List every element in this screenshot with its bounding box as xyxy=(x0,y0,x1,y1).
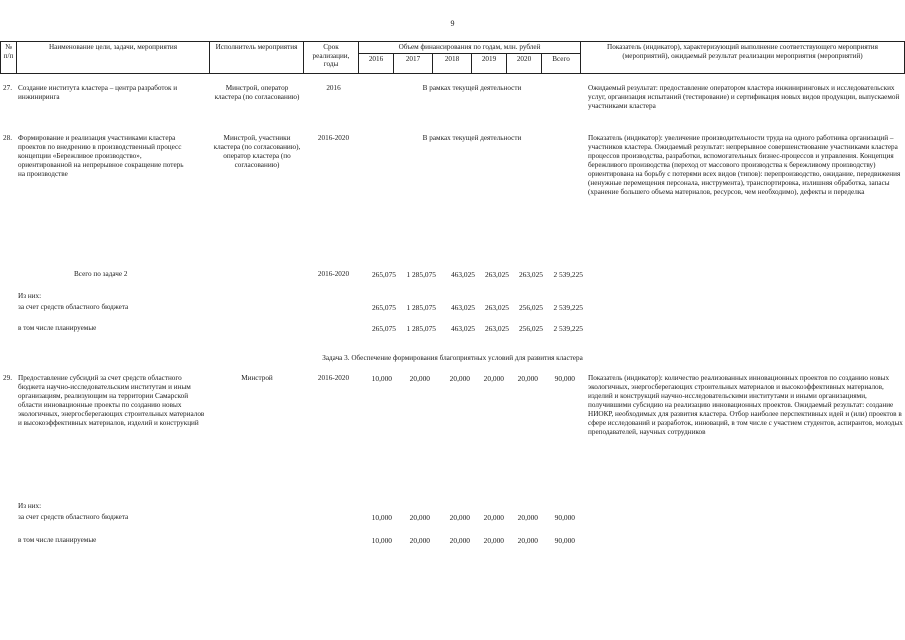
total2-value: 263,025 xyxy=(518,270,543,279)
header-year: 2019 xyxy=(472,54,507,74)
regional-budget-label: за счет средств областного бюджета xyxy=(18,303,129,311)
row28-name: Формирование и реализация участниками кластера проектов по внедрению в производственный процесс концепции «Бережливое производство», ориентированной на непрерывное сокращение потерь на производстве xyxy=(18,134,184,178)
regional-value: 263,025 xyxy=(484,303,509,312)
regional-value: 256,025 xyxy=(518,303,543,312)
row29-term: 2016-2020 xyxy=(317,374,350,382)
planned-value: 256,025 xyxy=(518,324,543,333)
row28-executor: Минстрой, участники кластера (по согласованию), оператор кластера (по согласованию) xyxy=(213,134,301,169)
page-number: 9 xyxy=(450,19,455,28)
row29-value: 20,000 xyxy=(517,374,538,383)
row29-indicator: Показатель (индикатор): количество реализованных инновационных проектов по созданию новых экологичных, энергосберегающих строительных материалов и высокоэффективных материалов, изделий и конструкций научно-исследовательскими институтами и иными организациями, получившими субсидию на реализацию инновационных проектов. Ожидаемый результат: создание НИОКР, необходимых для развития кластера. Отбор наиболее перспективных идей и (или) проектов в сфере исследований и разработок, инноваций, в том числе с участием студентов, аспирантов, молодых преподавателей, научных сотрудников xyxy=(588,374,903,436)
row28-finance-note: В рамках текущей деятельности xyxy=(422,134,522,142)
row29-num: 29. xyxy=(3,374,12,382)
header-finance: Объем финансирования по годам, млн. рублей xyxy=(359,42,581,54)
row27-indicator: Ожидаемый результат: предоставление оператором кластера инжиниринговых и исследовательских услуг, организация испытаний (тестирование) и сертификация новых видов продукции, выпускаемой участниками кластера xyxy=(588,84,900,110)
regional-value: 20,000 xyxy=(409,513,430,522)
row27-num: 27. xyxy=(3,84,12,92)
row27-executor: Минстрой, оператор кластера (по согласованию) xyxy=(214,84,300,101)
regional-value: 20,000 xyxy=(483,513,504,522)
regional-value: 1 285,075 xyxy=(406,303,436,312)
of-them-label: Из них: xyxy=(18,502,42,510)
row29-value: 20,000 xyxy=(409,374,430,383)
row27-finance-note: В рамках текущей деятельности xyxy=(422,84,522,92)
planned-value: 263,025 xyxy=(484,324,509,333)
planned-value: 10,000 xyxy=(371,536,392,545)
regional-value: 20,000 xyxy=(449,513,470,522)
row29-value: 10,000 xyxy=(371,374,392,383)
row28-indicator: Показатель (индикатор): увеличение производительности труда на одного работника организаций – участников кластера. Ожидаемый результат: непрерывное совершенствование участниками кластера процессов производства, разработки, вспомогательных бизнес-процессов и управления. Концепция бережливого производства (переход от массового производства к бережливому производству) ориентирована на борьбу с потерями всех видов (типов): перепроизводство, ожидание, передвижения (ненужные перемещения персонала, инструмента), транспортировка, излишняя обработка, запасы (хранение большего объема материалов, ресурсов, чем необходимо), дефекты и переделка xyxy=(588,134,901,196)
regional-value: 10,000 xyxy=(371,513,392,522)
planned-value: 20,000 xyxy=(409,536,430,545)
row28-term: 2016-2020 xyxy=(317,134,350,142)
task3-title: Задача 3. Обеспечение формирования благоприятных условий для развития кластера xyxy=(322,354,583,362)
planned-label: в том числе планируемые xyxy=(18,536,97,544)
header-num: № п/п xyxy=(1,42,17,74)
header-term: Срок реализации, годы xyxy=(304,42,359,74)
regional-budget-label: за счет средств областного бюджета xyxy=(18,513,129,521)
total2-value: 265,075 xyxy=(371,270,396,279)
total2-label: Всего по задаче 2 xyxy=(74,270,128,278)
planned-value: 463,025 xyxy=(450,324,475,333)
total2-value: 1 285,075 xyxy=(406,270,436,279)
header-year: 2020 xyxy=(507,54,542,74)
header-indicator: Показатель (индикатор), характеризующий выполнение соответствующего мероприятия (мероприятий), ожидаемый результат реализации мероприятия (мероприятий) xyxy=(581,42,905,74)
regional-value: 2 539,225 xyxy=(553,303,583,312)
row28-num: 28. xyxy=(3,134,12,142)
header-name: Наименование цели, задачи, мероприятия xyxy=(17,42,210,74)
of-them-label: Из них: xyxy=(18,292,42,300)
row29-name: Предоставление субсидий за счет средств областного бюджета научно-исследовательским институтам и иным организациям, реализующим на территории Самарской области инновационные проекты по созданию новых экологичных, энергосберегающих строительных материалов и высокоэффективных материалов, изделий и конструкций xyxy=(18,374,205,427)
row29-value: 20,000 xyxy=(449,374,470,383)
planned-value: 20,000 xyxy=(517,536,538,545)
regional-value: 265,075 xyxy=(371,303,396,312)
row27-name: Создание института кластера – центра разработок и инжиниринга xyxy=(18,84,178,101)
header-year: 2016 xyxy=(359,54,394,74)
planned-value: 1 285,075 xyxy=(406,324,436,333)
total2-term: 2016-2020 xyxy=(317,270,350,278)
planned-value: 2 539,225 xyxy=(553,324,583,333)
planned-value: 90,000 xyxy=(554,536,575,545)
regional-value: 90,000 xyxy=(554,513,575,522)
header-year: 2018 xyxy=(433,54,472,74)
total2-value: 2 539,225 xyxy=(553,270,583,279)
regional-value: 20,000 xyxy=(517,513,538,522)
total2-value: 263,025 xyxy=(484,270,509,279)
header-year: 2017 xyxy=(394,54,433,74)
planned-label: в том числе планируемые xyxy=(18,324,97,332)
planned-value: 20,000 xyxy=(449,536,470,545)
row27-term: 2016 xyxy=(326,84,341,92)
header-year-total: Всего xyxy=(542,54,581,74)
table-header xyxy=(0,41,905,74)
planned-value: 20,000 xyxy=(483,536,504,545)
row29-value: 20,000 xyxy=(483,374,504,383)
total2-value: 463,025 xyxy=(450,270,475,279)
header-executor: Исполнитель мероприятия xyxy=(210,42,304,74)
regional-value: 463,025 xyxy=(450,303,475,312)
row29-executor: Минстрой xyxy=(241,374,273,382)
row29-value: 90,000 xyxy=(554,374,575,383)
planned-value: 265,075 xyxy=(371,324,396,333)
